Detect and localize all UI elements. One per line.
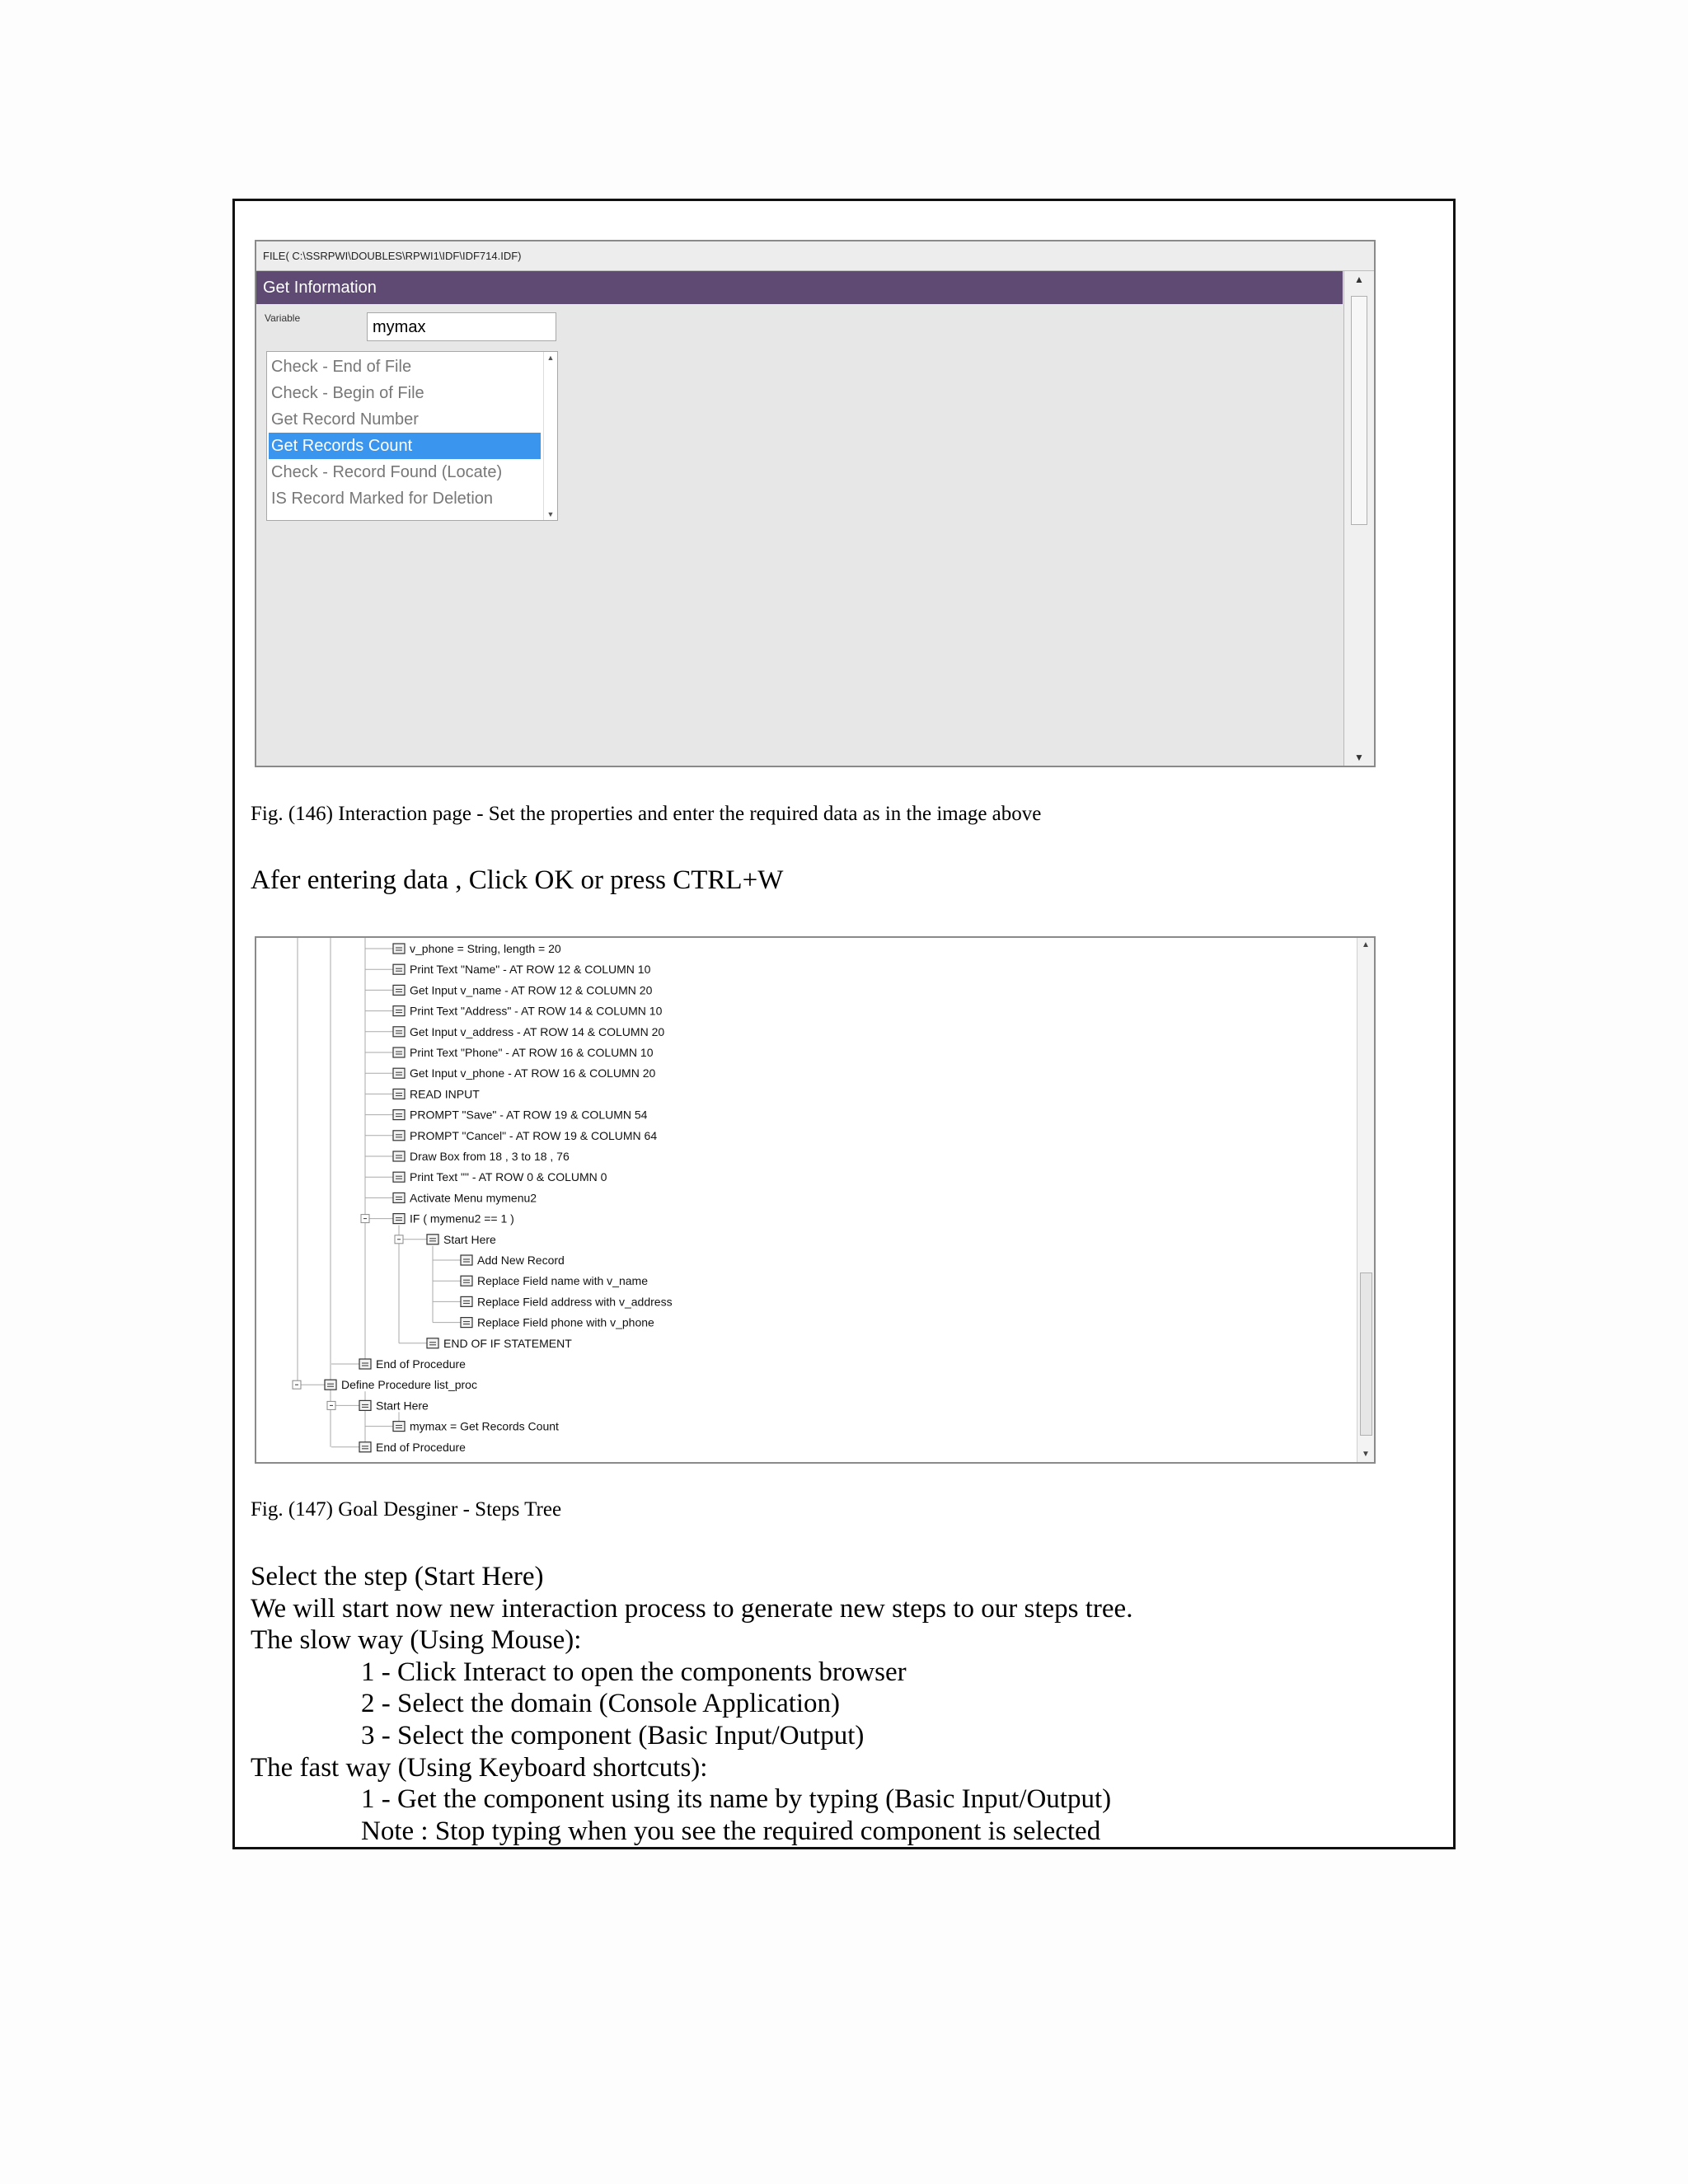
scroll-up-icon[interactable]: ▲ (1354, 274, 1364, 285)
steps-tree-screenshot (255, 936, 1376, 1464)
scroll-up-icon[interactable]: ▲ (546, 354, 555, 362)
step-node-icon (461, 1296, 472, 1306)
paragraph-line: The slow way (Using Mouse): (251, 1625, 582, 1656)
step-line: 3 - Select the component (Basic Input/Output) (361, 1721, 865, 1750)
page-scrollbar[interactable] (1343, 271, 1374, 766)
step-node-icon (393, 985, 405, 995)
tree-node-label[interactable]: mymax = Get Records Count (410, 1419, 559, 1433)
tree-node-label[interactable]: Print Text "Address" - AT ROW 14 & COLUMN 10 (410, 1004, 663, 1018)
step-node-icon (393, 1151, 405, 1161)
tree-node-label[interactable]: Replace Field address with v_address (477, 1295, 673, 1309)
listbox-scrollbar[interactable] (543, 352, 557, 520)
step-node-icon (393, 944, 405, 954)
step-node-icon (393, 964, 405, 974)
step-node-icon (427, 1338, 438, 1348)
step-node-icon (461, 1255, 472, 1265)
scrollbar-thumb[interactable] (1351, 296, 1367, 525)
scroll-down-icon[interactable]: ▼ (1354, 752, 1364, 763)
step-node-icon (359, 1442, 371, 1452)
step-line: 1 - Click Interact to open the components browser (361, 1657, 907, 1687)
tree-node-label[interactable]: Activate Menu mymenu2 (410, 1191, 537, 1205)
tree-node-label[interactable]: READ INPUT (410, 1087, 480, 1101)
tree-node-label[interactable]: Print Text "Name" - AT ROW 12 & COLUMN 10 (410, 963, 651, 977)
step-node-icon (393, 1068, 405, 1078)
instruction-text: Afer entering data , Click OK or press CTRL+W (251, 865, 784, 895)
tree-node-label[interactable]: End of Procedure (376, 1357, 466, 1371)
list-item[interactable]: Check - End of File (271, 358, 412, 376)
interaction-page-screenshot (255, 240, 1376, 767)
step-line: 1 - Get the component using its name by typing (Basic Input/Output) (361, 1784, 1112, 1815)
step-node-icon (393, 1193, 405, 1202)
step-node-icon (461, 1318, 472, 1328)
tree-node-label[interactable]: PROMPT "Save" - AT ROW 19 & COLUMN 54 (410, 1108, 648, 1122)
file-path-bar: FILE( C:\SSRPWI\DOUBLES\RPWI1\IDF\IDF714.IDF) (256, 241, 1374, 271)
tree-node-label[interactable]: Print Text "Phone" - AT ROW 16 & COLUMN 10 (410, 1046, 654, 1059)
list-item[interactable]: Get Records Count (269, 433, 541, 459)
step-node-icon (393, 1089, 405, 1099)
page-frame (232, 199, 1456, 1849)
step-node-icon (325, 1380, 336, 1390)
list-item[interactable]: Check - Record Found (Locate) (271, 463, 503, 481)
step-line: 2 - Select the domain (Console Application) (361, 1689, 841, 1719)
scroll-up-icon[interactable]: ▲ (1362, 940, 1370, 949)
variable-label: Variable (265, 312, 301, 324)
tree-node-label[interactable]: Print Text "" - AT ROW 0 & COLUMN 0 (410, 1170, 607, 1184)
tree-node-label[interactable]: IF ( mymenu2 == 1 ) (410, 1212, 514, 1226)
list-item[interactable]: IS Record Marked for Deletion (271, 490, 494, 508)
step-node-icon (393, 1422, 405, 1432)
step-node-icon (393, 1131, 405, 1141)
step-node-icon (393, 1172, 405, 1182)
tree-node-label[interactable]: Start Here (443, 1232, 496, 1246)
tree-node-label[interactable]: v_phone = String, length = 20 (410, 942, 561, 955)
scroll-down-icon[interactable]: ▼ (1362, 1450, 1370, 1459)
get-information-listbox[interactable] (266, 351, 558, 521)
tree-node-label[interactable]: Replace Field phone with v_phone (477, 1315, 654, 1329)
step-node-icon (427, 1235, 438, 1244)
tree-node-label[interactable]: PROMPT "Cancel" - AT ROW 19 & COLUMN 64 (410, 1128, 658, 1142)
tree-node-label[interactable]: Draw Box from 18 , 3 to 18 , 76 (410, 1150, 570, 1163)
tree-node-label[interactable]: Define Procedure list_proc (341, 1378, 477, 1392)
step-node-icon (359, 1400, 371, 1410)
step-node-icon (359, 1359, 371, 1369)
tree-node-label[interactable]: Get Input v_phone - AT ROW 16 & COLUMN 20 (410, 1066, 656, 1080)
tree-node-label[interactable]: END OF IF STATEMENT (443, 1336, 572, 1350)
scrollbar-thumb[interactable] (1360, 1272, 1372, 1436)
tree-node-label[interactable]: Add New Record (477, 1254, 565, 1267)
figure-146-caption: Fig. (146) Interaction page - Set the properties and enter the required data as in the image above (251, 803, 1042, 825)
tree-node-label[interactable]: Get Input v_name - AT ROW 12 & COLUMN 20 (410, 983, 653, 997)
tree-node-label[interactable]: Get Input v_address - AT ROW 14 & COLUMN 20 (410, 1024, 665, 1038)
paragraph-line: Select the step (Start Here) (251, 1562, 544, 1591)
paragraph-line: We will start now new interaction process to generate new steps to our steps tree. (251, 1593, 1133, 1624)
scroll-down-icon[interactable]: ▼ (546, 510, 555, 518)
variable-input[interactable]: mymax (367, 312, 556, 341)
tree-node-label[interactable]: Replace Field name with v_name (477, 1274, 648, 1288)
figure-147-caption: Fig. (147) Goal Desginer - Steps Tree (251, 1498, 562, 1521)
step-line: Note : Stop typing when you see the required component is selected (361, 1816, 1101, 1846)
tree-node-label[interactable]: End of Procedure (376, 1440, 466, 1454)
step-node-icon (393, 1006, 405, 1016)
tree-scrollbar[interactable] (1357, 938, 1374, 1462)
list-item[interactable]: Check - Begin of File (271, 384, 424, 402)
step-node-icon (393, 1110, 405, 1120)
step-node-icon (461, 1276, 472, 1286)
paragraph-line: The fast way (Using Keyboard shortcuts): (251, 1752, 708, 1783)
list-item[interactable]: Get Record Number (271, 410, 419, 429)
step-node-icon (393, 1214, 405, 1224)
get-information-header: Get Information (256, 271, 1343, 304)
tree-node-label[interactable]: Start Here (376, 1399, 429, 1413)
steps-tree (256, 938, 1357, 1462)
step-node-icon (393, 1047, 405, 1057)
step-node-icon (393, 1027, 405, 1037)
